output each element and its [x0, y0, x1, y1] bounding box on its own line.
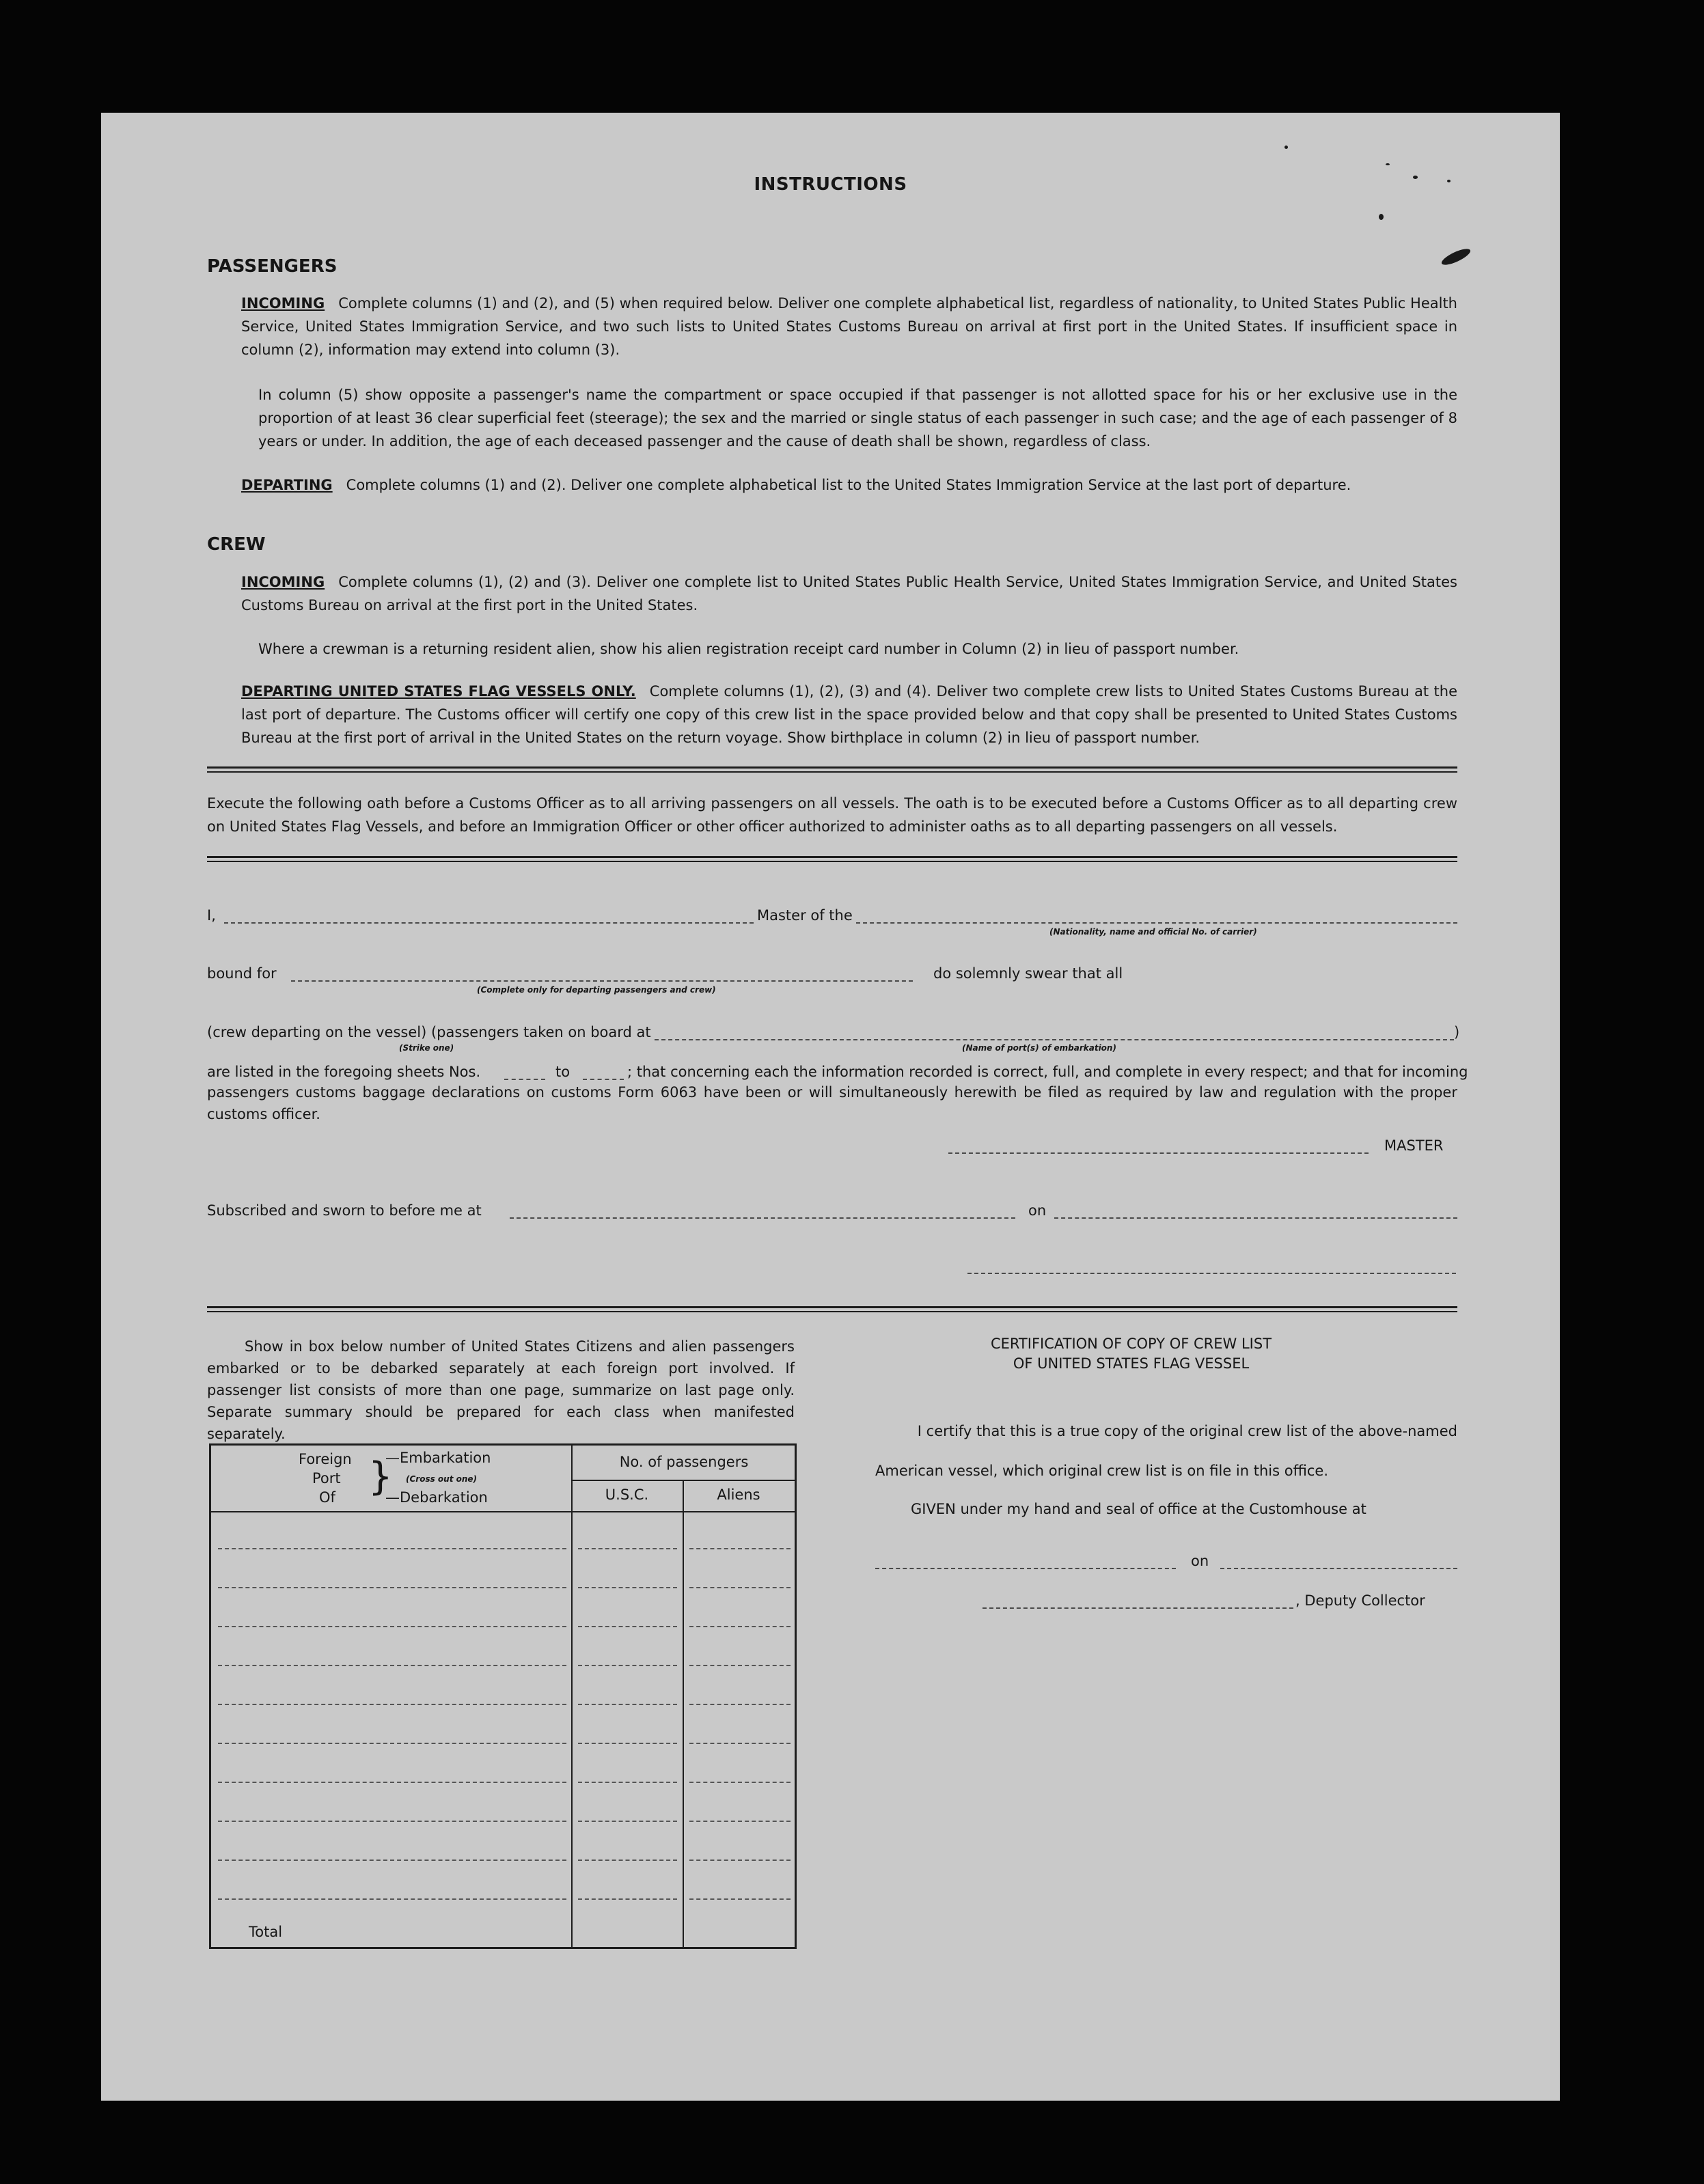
master-signature-field[interactable] [948, 1152, 1369, 1154]
table-row-field[interactable] [578, 1898, 677, 1900]
cert-on-label: on [1191, 1553, 1209, 1569]
speck [1386, 163, 1390, 165]
crew-heading: CREW [207, 534, 266, 555]
debarkation-label: —Debarkation [385, 1489, 488, 1506]
resident-alien-instruction: Where a crewman is a returning resident alien, show his alien registration receipt card number in Column (2) in lieu of passport number. [258, 641, 1239, 657]
cross-out-note: (Cross out one) [406, 1474, 478, 1484]
bound-for-field[interactable] [291, 980, 913, 982]
sheet-to-field[interactable] [583, 1079, 624, 1080]
passengers-incoming [241, 292, 1457, 361]
total-label: Total [249, 1924, 283, 1940]
departing-label: DEPARTING [241, 477, 333, 493]
listed-rest: passengers customs baggage declarations on customs Form 6063 have been or will simultaneously herewith be filed as required by law and regulation with the proper customs officer. [207, 1084, 1457, 1122]
table-row-field[interactable] [578, 1587, 677, 1588]
of-label: Of [319, 1489, 335, 1506]
table-row-field[interactable] [218, 1898, 566, 1900]
incoming-label: INCOMING [241, 295, 325, 312]
passenger-summary-table [209, 1443, 797, 1949]
table-row-field[interactable] [689, 1587, 791, 1588]
form-page [101, 113, 1560, 2101]
table-row-field[interactable] [578, 1548, 677, 1549]
oath-i-label: I, [207, 907, 216, 924]
crew-incoming-label: INCOMING [241, 574, 325, 590]
aliens-label: Aliens [717, 1487, 760, 1503]
summary-instruction: Show in box below number of United States Citizens and alien passengers embarked or to be debarked separately at each foreign port involved. If passenger list consists of more than one page, summarize on last page only. Separate summary should be prepared for each class when manifested separately. [207, 1338, 795, 1442]
complete-only-note: (Complete only for departing passengers and crew) [477, 985, 716, 995]
header-rule [571, 1480, 797, 1481]
passengers-departing [241, 473, 1457, 497]
crew-passengers-text: (crew departing on the vessel) (passengers taken on board at [207, 1024, 651, 1040]
solemnly-swear-text: do solemnly swear that all [933, 965, 1123, 982]
table-row-field[interactable] [578, 1860, 677, 1861]
listed-suffix: ; that concerning each the information recorded is correct, full, and complete in every respect; and that for incoming [627, 1064, 1468, 1080]
table-row-field[interactable] [218, 1548, 566, 1549]
table-row-field[interactable] [689, 1548, 791, 1549]
ports-note: (Name of port(s) of embarkation) [962, 1043, 1116, 1053]
speck [1284, 146, 1288, 149]
table-row-field[interactable] [218, 1704, 566, 1705]
header-rule [211, 1511, 795, 1512]
ports-field[interactable] [655, 1039, 1454, 1040]
table-row-field[interactable] [689, 1860, 791, 1861]
table-row-field[interactable] [689, 1782, 791, 1783]
oath-instruction: Execute the following oath before a Customs Officer as to all arriving passengers on all vessels. The oath is to be executed before a Customs Officer as to all departing crew on United States Flag Vessels, and before an Immigration Officer or other officer authorized to administer oaths as to all departing passengers on all vessels. [207, 795, 1457, 835]
subscribed-label: Subscribed and sworn to before me at [207, 1202, 482, 1219]
incoming-text: Complete columns (1) and (2), and (5) when required below. Deliver one complete alphabetical list, regardless of nationality, to United States Public Health Service, United States Immigration Service, and two such lists to United States Customs Bureau on arrival at first port in the United States. If insufficient space in column (2), information may extend into column (3). [241, 295, 1457, 358]
table-row-field[interactable] [218, 1782, 566, 1783]
divider-rule [207, 1306, 1457, 1312]
table-divider [683, 1481, 684, 1947]
embarkation-label: —Embarkation [385, 1450, 491, 1466]
table-row-field[interactable] [689, 1821, 791, 1822]
page-title: INSTRUCTIONS [754, 174, 907, 195]
bound-for-label: bound for [207, 965, 277, 982]
passengers-heading: PASSENGERS [207, 256, 338, 277]
table-row-field[interactable] [578, 1704, 677, 1705]
cert-title-line2: OF UNITED STATES FLAG VESSEL [1013, 1355, 1250, 1372]
table-row-field[interactable] [578, 1743, 677, 1744]
strike-one-note: (Strike one) [399, 1043, 454, 1053]
crew-departing-label: DEPARTING UNITED STATES FLAG VESSELS ONLY. [241, 683, 636, 700]
table-row-field[interactable] [689, 1704, 791, 1705]
departing-text: Complete columns (1) and (2). Deliver one complete alphabetical list to the United States Immigration Service at the last port of departure. [346, 477, 1351, 493]
divider-rule [207, 766, 1457, 773]
crew-departing [241, 680, 1457, 749]
crew-incoming [241, 570, 1457, 617]
carrier-field[interactable] [856, 922, 1457, 924]
sworn-on-label: on [1028, 1202, 1047, 1219]
table-row-field[interactable] [218, 1665, 566, 1666]
customhouse-field[interactable] [875, 1568, 1176, 1569]
column5-instruction: In column (5) show opposite a passenger's name the compartment or space occupied if that passenger is not allotted space for his or her exclusive use in the proportion of at least 36 clear superficial feet (steerage); the sex and the married or single status of each passenger in such case; and the age of each passenger of 8 years or under. In addition, the age of each deceased passenger and the cause of death shall be shown, regardless of class. [258, 387, 1457, 450]
table-row-field[interactable] [218, 1821, 566, 1822]
port-label: Port [312, 1470, 341, 1487]
table-row-field[interactable] [689, 1665, 791, 1666]
cert-date-field[interactable] [1220, 1568, 1457, 1569]
table-row-field[interactable] [218, 1743, 566, 1744]
table-row-field[interactable] [689, 1626, 791, 1627]
officer-signature-field[interactable] [967, 1273, 1456, 1274]
table-row-field[interactable] [689, 1898, 791, 1900]
given-text: GIVEN under my hand and seal of office at the Customhouse at [911, 1501, 1366, 1517]
table-row-field[interactable] [218, 1587, 566, 1588]
speck [1413, 176, 1418, 179]
foreign-label: Foreign [299, 1451, 352, 1467]
nationality-note: (Nationality, name and official No. of carrier) [1049, 927, 1257, 937]
cert-title-line1: CERTIFICATION OF COPY OF CREW LIST [990, 1336, 1272, 1352]
deputy-signature-field[interactable] [982, 1607, 1293, 1609]
sworn-place-field[interactable] [510, 1217, 1015, 1219]
divider-rule [207, 856, 1457, 862]
table-row-field[interactable] [689, 1743, 791, 1744]
master-name-field[interactable] [224, 922, 754, 924]
table-divider [571, 1446, 573, 1947]
usc-label: U.S.C. [605, 1487, 649, 1503]
no-passengers-label: No. of passengers [619, 1454, 749, 1470]
table-row-field[interactable] [578, 1821, 677, 1822]
table-row-field[interactable] [218, 1860, 566, 1861]
crew-departing-text: Complete columns (1), (2), (3) and (4). Deliver two complete crew lists to United States Customs Bureau at the last port of departure. The Customs officer will certify one copy of this crew list in the space provided below and that copy shall be presented to United States Customs Bureau at the first port of arrival in the United States on the return voyage. Show birthplace in column (2) in lieu of passport number. [241, 683, 1458, 746]
certify-line1: I certify that this is a true copy of the original crew list of the above-named [917, 1423, 1457, 1439]
master-label: MASTER [1384, 1137, 1444, 1154]
to-label: to [555, 1064, 571, 1080]
master-of-label: Master of the [757, 907, 853, 924]
table-row-field[interactable] [578, 1782, 677, 1783]
close-paren: ) [1454, 1024, 1460, 1040]
ink-blot [1440, 246, 1472, 268]
sheet-from-field[interactable] [504, 1079, 545, 1080]
speck [1379, 214, 1384, 220]
sworn-date-field[interactable] [1054, 1217, 1457, 1219]
brace: } [368, 1454, 393, 1499]
certify-line2: American vessel, which original crew list is on file in this office. [875, 1463, 1329, 1479]
table-row-field[interactable] [218, 1626, 566, 1627]
deputy-collector-label: , Deputy Collector [1295, 1592, 1425, 1609]
table-row-field[interactable] [578, 1665, 677, 1666]
listed-prefix: are listed in the foregoing sheets Nos. [207, 1064, 481, 1080]
table-row-field[interactable] [578, 1626, 677, 1627]
speck [1447, 180, 1451, 182]
crew-incoming-text: Complete columns (1), (2) and (3). Deliver one complete list to United States Public Health Service, United States Immigration Service, and United States Customs Bureau on arrival at the first port in the United States. [241, 574, 1457, 613]
